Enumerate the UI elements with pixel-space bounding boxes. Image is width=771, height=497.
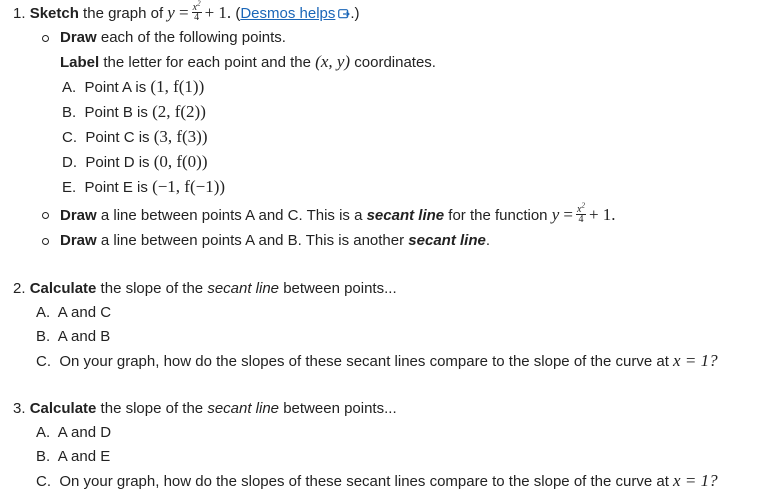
question-2-heading bbox=[13, 279, 397, 299]
q3-item-b bbox=[36, 447, 110, 467]
point-letter: A. bbox=[62, 79, 77, 96]
secant-line-term: secant line bbox=[366, 207, 445, 224]
label-end: coordinates. bbox=[350, 54, 436, 71]
q2-item-c bbox=[36, 351, 718, 371]
point-math: (−1, f(−1) bbox=[152, 177, 220, 196]
item-letter: B. bbox=[36, 328, 51, 345]
point-letter: B. bbox=[62, 104, 77, 121]
draw-keyword: Draw bbox=[60, 207, 97, 224]
point-text: Point C is bbox=[85, 129, 154, 146]
question-number: 3. bbox=[13, 400, 26, 417]
intro-text: the graph of bbox=[78, 5, 168, 22]
draw-ac-func-text: for the function bbox=[444, 207, 552, 224]
item-letter: A. bbox=[36, 304, 51, 321]
calc-end: between points... bbox=[279, 280, 397, 297]
bullet-icon bbox=[42, 35, 49, 42]
desmos-link[interactable]: Desmos helps bbox=[240, 5, 336, 22]
item-letter: C. bbox=[36, 353, 51, 370]
question-number: 1. bbox=[13, 5, 26, 22]
point-math: (3, f(3) bbox=[153, 127, 202, 146]
item-text: On your graph, how do the slopes of these secant lines compare to the slope of the curve at bbox=[59, 473, 674, 490]
item-text: On your graph, how do the slopes of these secant lines compare to the slope of the curve at bbox=[59, 353, 674, 370]
calculate-keyword: Calculate bbox=[29, 280, 97, 297]
label-text: the letter for each point and the bbox=[99, 54, 316, 71]
draw-keyword: Draw bbox=[60, 29, 97, 46]
bullet-icon bbox=[42, 238, 49, 245]
sketch-keyword: Sketch bbox=[29, 5, 79, 22]
draw-ab-instruction bbox=[60, 231, 490, 251]
calc-text: the slope of the bbox=[96, 400, 208, 417]
point-letter: C. bbox=[62, 129, 77, 146]
q3-item-a bbox=[36, 423, 111, 443]
item-letter: A. bbox=[36, 424, 51, 441]
point-text: Point E is bbox=[84, 179, 153, 196]
point-item-c: C. Point C is (3, f(3)) bbox=[62, 127, 208, 146]
draw-keyword: Draw bbox=[60, 232, 97, 249]
math-plus-one: + 1. bbox=[204, 3, 232, 22]
bullet-icon bbox=[42, 212, 49, 219]
math-xy: (x, y) bbox=[315, 52, 351, 71]
label-keyword: Label bbox=[60, 54, 100, 71]
label-instruction bbox=[60, 52, 436, 72]
question-1-heading bbox=[13, 0, 360, 23]
secant-line-term: secant line bbox=[207, 280, 280, 297]
point-text: Point B is bbox=[84, 104, 153, 121]
point-item-e: E. Point E is (−1, f(−1)) bbox=[62, 177, 226, 196]
point-text: Point A is bbox=[84, 79, 151, 96]
fraction-x2-over-4: $\frac{x^2}{4}$ bbox=[192, 0, 201, 23]
question-number: 2. bbox=[13, 280, 26, 297]
item-text: A and C bbox=[57, 304, 112, 321]
paren-open: ( bbox=[235, 5, 241, 22]
fraction-x2-over-4: $\frac{x^2}{4}$ bbox=[577, 201, 585, 225]
secant-line-term: secant line bbox=[207, 400, 280, 417]
calculate-keyword: Calculate bbox=[29, 400, 97, 417]
math-y: y bbox=[551, 205, 560, 224]
item-text: A and B bbox=[57, 328, 111, 345]
math-y: y bbox=[167, 3, 175, 22]
point-math: (2, f(2) bbox=[152, 102, 201, 121]
q2-item-b bbox=[36, 327, 110, 347]
draw-ac-text: a line between points A and C. This is a bbox=[96, 207, 367, 224]
draw-points-instruction bbox=[60, 28, 286, 48]
q2-item-a bbox=[36, 303, 111, 323]
point-item-d: D. Point D is (0, f(0)) bbox=[62, 152, 208, 171]
point-math: (1, f(1) bbox=[150, 77, 199, 96]
secant-line-term: secant line bbox=[408, 232, 486, 249]
point-item-a: A. Point A is (1, f(1)) bbox=[62, 77, 205, 96]
calc-text: the slope of the bbox=[96, 280, 208, 297]
paren-close: .) bbox=[350, 5, 360, 22]
point-letter: E. bbox=[62, 179, 77, 196]
math-equals: = bbox=[179, 3, 189, 22]
math-equals: = bbox=[563, 205, 574, 224]
draw-ab-end: . bbox=[485, 232, 491, 249]
q3-item-c bbox=[36, 471, 718, 491]
item-text: A and E bbox=[57, 448, 111, 465]
point-item-b: B. Point B is (2, f(2)) bbox=[62, 102, 206, 121]
math-x-equals-1: x = 1? bbox=[673, 471, 718, 490]
calc-end: between points... bbox=[279, 400, 397, 417]
math-x-equals-1: x = 1? bbox=[673, 351, 718, 370]
point-letter: D. bbox=[62, 154, 77, 171]
draw-ac-instruction bbox=[60, 201, 616, 225]
item-letter: B. bbox=[36, 448, 51, 465]
point-math: (0, f(0) bbox=[153, 152, 202, 171]
external-link-icon[interactable] bbox=[338, 9, 350, 19]
math-plus-one: + 1. bbox=[588, 205, 616, 224]
point-text: Point D is bbox=[85, 154, 154, 171]
question-3-heading bbox=[13, 399, 397, 419]
item-letter: C. bbox=[36, 473, 51, 490]
draw-ab-text: a line between points A and B. This is another bbox=[96, 232, 409, 249]
draw-points-text: each of the following points. bbox=[96, 29, 286, 46]
item-text: A and D bbox=[57, 424, 112, 441]
